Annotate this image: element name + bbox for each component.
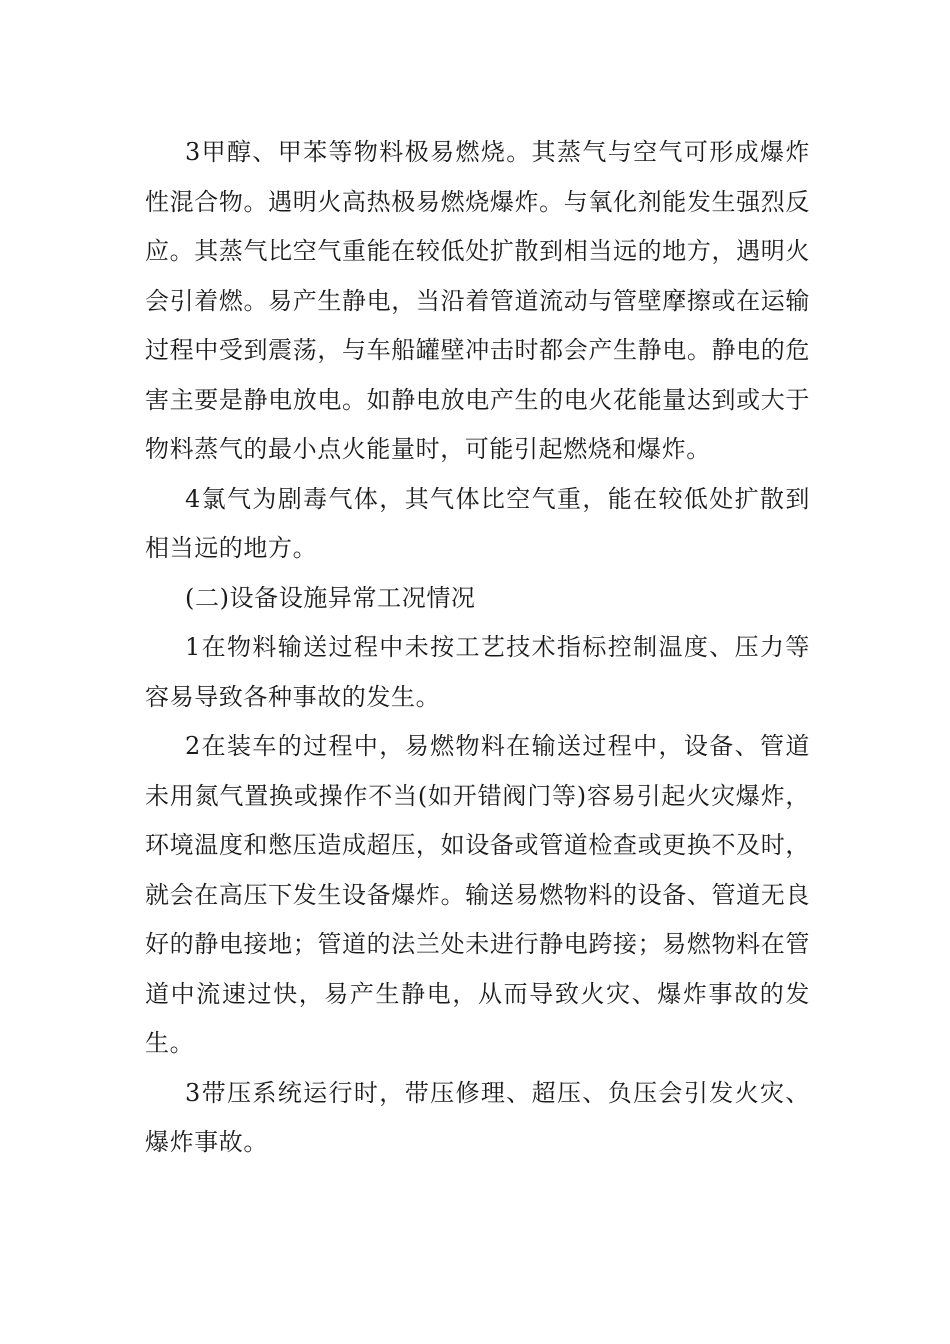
paragraph-chlorine-hazards: 4氯气为剧毒气体，其气体比空气重，能在较低处扩散到相当远的地方。 [145, 484, 810, 562]
document-body [145, 128, 810, 1168]
paragraph-methanol-toluene-hazards: 3甲醇、甲苯等物料极易燃烧。其蒸气与空气可形成爆炸性混合物。遇明火高热极易燃烧爆炸。与氧化剂能发生强烈反应。其蒸气比空气重能在较低处扩散到相当远的地方，遇明火会引着燃。易产生静电，当沿着管道流动与管壁摩擦或在运输过程中受到震荡，与车船罐壁冲击时都会产生静电。静电的危害主要是静电放电。如静电放电产生的电火花能量达到或大于物料蒸气的最小点火能量时，可能引起燃烧和爆炸。 [145, 138, 810, 463]
paragraph-item-1-transport-control: 1在物料输送过程中未按工艺技术指标控制温度、压力等容易导致各种事故的发生。 [145, 633, 810, 711]
paragraph-item-2-loading-process: 2在装车的过程中，易燃物料在输送过程中，设备、管道未用氮气置换或操作不当(如开错阀门等)容易引起火灾爆炸，环境温度和憋压造成超压，如设备或管道检查或更换不及时，就会在高压下发生设备爆炸。输送易燃物料的设备、管道无良好的静电接地；管道的法兰处未进行静电跨接；易燃物料在管道中流速过快，易产生静电，从而导致火灾、爆炸事故的发生。 [145, 732, 810, 1057]
section-heading-equipment-abnormal-conditions: (二)设备设施异常工况情况 [185, 583, 476, 612]
paragraph-item-3-pressure-system: 3带压系统运行时，带压修理、超压、负压会引发火灾、爆炸事故。 [145, 1078, 810, 1156]
